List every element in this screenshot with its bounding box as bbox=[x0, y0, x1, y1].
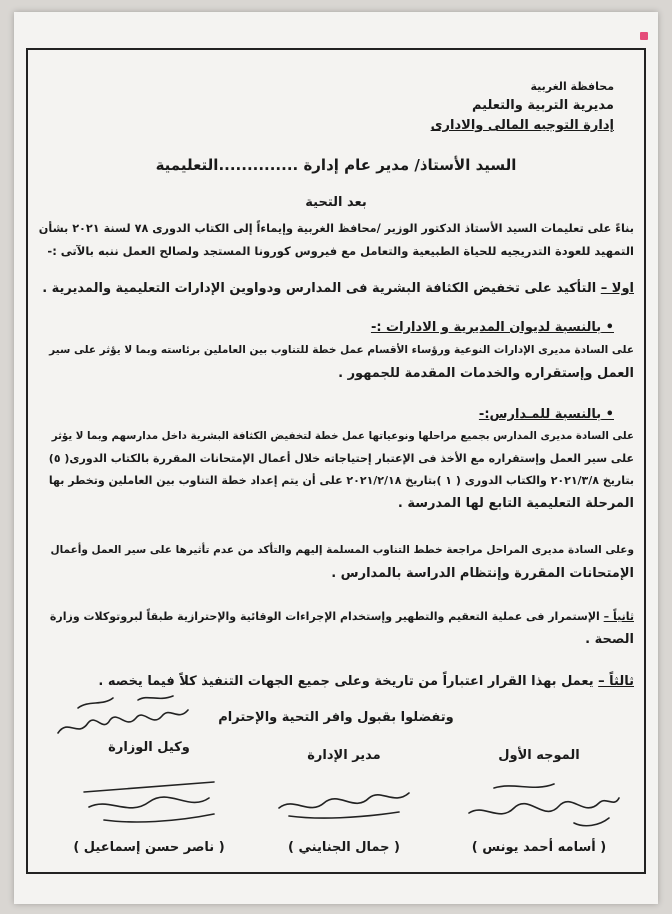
header-directorate: مديرية التربية والتعليم bbox=[471, 98, 614, 113]
second-point bbox=[38, 610, 634, 654]
signature-2 bbox=[259, 768, 429, 828]
signatory-name-1: ( أسامه أحمد يونس ) bbox=[471, 840, 607, 855]
first-point-label: اولا – bbox=[600, 281, 634, 296]
schools-line: بتاريخ ٢٠٢١/٣/٨ والكتاب الدورى ( ١ )بتاريخ ٢٠٢١/٢/١٨ على أن يتم إعداد خطة التناوب بين العاملين وتخطر بها bbox=[48, 474, 634, 487]
intro-line: التمهيد للعودة التدريجيه للحياة الطبيعية والتعامل مع فيروس كورونا المستجد ولصالح العمل ننبه بالآتى :- bbox=[47, 244, 634, 258]
handwritten-note bbox=[48, 688, 198, 748]
section-directorate-body bbox=[38, 344, 634, 388]
signatory-title-3: وكيل الوزارة bbox=[108, 740, 190, 755]
stage-directors-paragraph bbox=[38, 544, 634, 588]
third-point-text: يعمل بهذا القرار اعتباراً من تاريخة وعلى جميع الجهات التنفيذ كلاً فيما يخصه . bbox=[98, 674, 594, 689]
signature-3 bbox=[64, 762, 234, 832]
greeting: بعد التحية bbox=[305, 195, 367, 210]
intro-paragraph bbox=[38, 222, 634, 266]
corner-mark bbox=[640, 32, 648, 40]
signatory-name-2: ( جمال الجنايني ) bbox=[288, 840, 400, 855]
stage-line: الإمتحانات المقررة وإنتظام الدراسة بالمدارس . bbox=[331, 566, 634, 581]
second-point-text: الإستمرار فى عملية التعقيم والتطهير وإستخدام الإجراءات الوقائية والإحترازية طبقاً لبروتوكلات وزارة bbox=[49, 610, 600, 623]
second-point-label: ثانياً – bbox=[603, 610, 634, 623]
signatory-name-3: ( ناصر حسن إسماعيل ) bbox=[73, 840, 225, 855]
signatory-title-1: الموجه الأول bbox=[498, 748, 580, 763]
third-point-label: ثالثاً – bbox=[598, 674, 634, 689]
section-schools-body bbox=[38, 430, 634, 520]
schools-line: على السادة مديرى المدارس بجميع مراحلها ونوعياتها عمل خطة لتخفيض الكثافة البشرية داخل مدارسهم وبما لا يؤثر bbox=[51, 430, 634, 442]
addressee: السيد الأستاذ/ مدير عام إدارة ..............التعليمية bbox=[155, 156, 517, 174]
section-schools-title: • بالنسبة للمـدارس:- bbox=[478, 407, 614, 422]
signatory-title-2: مدير الإدارة bbox=[307, 748, 381, 763]
header-governorate: محافظة الغربية bbox=[530, 80, 614, 93]
signature-1 bbox=[454, 768, 624, 838]
closing: وتفضلوا بقبول وافر التحية والإحترام bbox=[218, 710, 454, 725]
section-directorate-title: • بالنسبة لديوان المديرية و الادارات :- bbox=[370, 320, 614, 335]
first-point bbox=[38, 281, 634, 301]
schools-line: المرحلة التعليمية التابع لها المدرسة . bbox=[397, 496, 634, 511]
document-frame bbox=[26, 48, 646, 874]
directorate-line: على السادة مديرى الإدارات النوعية ورؤساء الأقسام عمل خطة للتناوب بين العاملين برئاسته وبما لا يؤثر على سير bbox=[49, 344, 634, 356]
second-point-text: الصحة . bbox=[585, 632, 634, 647]
header-department: إدارة التوجيه المالى والادارى bbox=[430, 118, 614, 133]
schools-line: على سير العمل وإستقراره مع الأخذ فى الإعتبار إحتياجاته خلال أعمال الإمتحانات المقررة بالكتاب الدورى( ٥) bbox=[48, 452, 634, 465]
stage-line: وعلى السادة مديرى المراحل مراجعة خطط التناوب المسلمة إليهم والتأكد من عدم تأثيرها على سير العمل وأعمال bbox=[50, 544, 634, 556]
intro-line: بناءً على تعليمات السيد الأستاذ الدكتور الوزير /محافظ الغربية وإيماءاً إلى الكتاب الدورى ٧٨ لسنة ٢٠٢١ بشأن bbox=[38, 222, 634, 235]
document-page bbox=[14, 12, 658, 904]
first-point-text: التأكيد على تخفيض الكثافة البشرية فى المدارس ودواوين الإدارات التعليمية والمديرية . bbox=[42, 281, 597, 296]
directorate-line: العمل وإستقراره والخدمات المقدمة للجمهور . bbox=[338, 366, 634, 381]
